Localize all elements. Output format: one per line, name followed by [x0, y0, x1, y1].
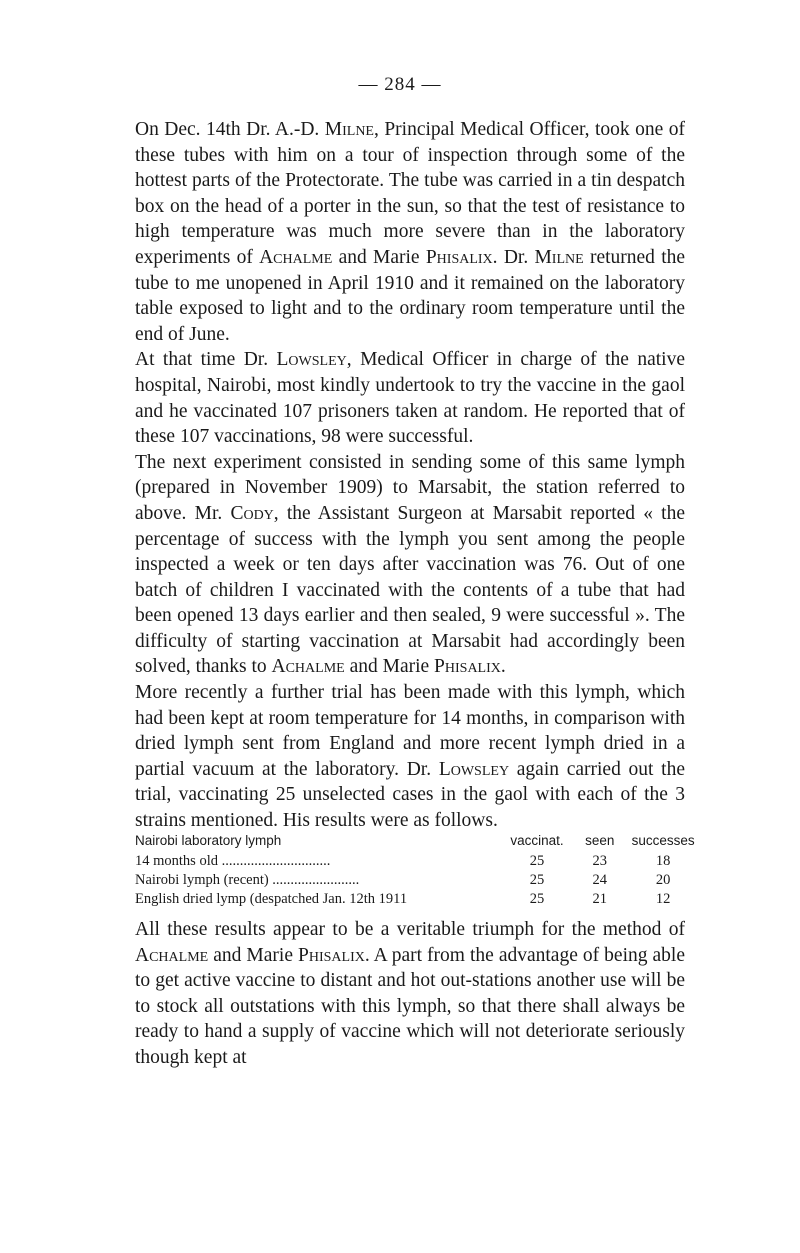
text-run: On Dec. 14th Dr. A.-D.	[135, 119, 325, 140]
row-label: Nairobi lymph (recent) ........................	[135, 872, 360, 888]
text-run: and Marie	[332, 246, 426, 268]
author-name: Achalme	[271, 656, 345, 678]
paragraph-3	[135, 450, 685, 680]
text-run: All these results appear to be a veritable triumph for the method of	[135, 919, 685, 940]
paragraph-4	[135, 680, 685, 834]
row-label: English dried lymp (despatched Jan. 12th 1911	[135, 891, 408, 907]
row-successes: 18	[655, 853, 671, 869]
table-row	[135, 852, 695, 871]
author-name: Milne	[534, 246, 584, 268]
text-run: , the Assistant Surgeon at Marsabit reported « the percentage of success with the lymph you sent among the people inspected a week or ten days after vaccination was 76. Out of one batch of children I vaccinated with the contents of a tube that had been opened 13 days earlier and then sealed, 9 were successful ». The difficulty of starting vaccination at Marsabit had accordingly been solved, thanks to	[135, 502, 685, 678]
row-seen: 24	[592, 872, 608, 888]
author-name: Lowsley	[438, 758, 510, 780]
row-vaccinated: 25	[529, 853, 545, 869]
author-name: Milne	[324, 119, 374, 140]
table-header-row	[135, 833, 695, 852]
results-table	[135, 833, 695, 909]
table-row	[135, 890, 695, 909]
column-header-seen: seen	[585, 833, 615, 848]
table-row	[135, 871, 695, 890]
text-run: .	[500, 656, 506, 678]
text-run: . A part from the advantage of being able to get active vaccine to distant and hot out-stations another use will be to stock all outstations with this lymph, so that there shall always be ready to hand a supply of vaccine which will not deteriorate seriously though kept at	[135, 944, 685, 1068]
author-name: Achalme	[259, 246, 333, 268]
text-run: and Marie	[344, 656, 435, 678]
paragraph-2	[135, 347, 685, 449]
page-number: — 284 —	[358, 74, 442, 95]
text-run: , Principal Medical Officer, took one of these tubes with him on a tour of inspection through some of the hottest parts of the Protectorate. The tube was carried in a tin despatch box on the head of a porter in the sun, so that the test of resistance to high temperature was much more severe than in the laboratory experiments of	[135, 119, 685, 268]
text-run: again carried out the trial, vaccinating 25 unselected cases in the gaol with each of the 3 strains mentioned. His results were as follows.	[135, 758, 685, 832]
row-seen: 23	[592, 853, 608, 869]
paragraph-1	[135, 117, 685, 347]
author-name: Cody	[230, 502, 274, 524]
paragraph-5	[135, 917, 685, 1071]
row-seen: 21	[592, 891, 608, 907]
text-run: More recently a further trial has been made with this lymph, which had been kept at room temperature for 14 months, in comparison with dried lymph sent from England and more recent lymph dried in a partial vacuum at the laboratory. Dr.	[135, 682, 685, 780]
closing-text	[135, 917, 685, 1071]
text-run: At that time Dr.	[135, 349, 277, 371]
row-successes: 12	[655, 891, 671, 907]
column-header-lymph: Nairobi laboratory lymph	[135, 833, 282, 848]
author-name: Phisalix	[425, 246, 493, 268]
author-name: Phisalix	[298, 944, 365, 966]
row-successes: 20	[655, 872, 671, 888]
row-vaccinated: 25	[529, 891, 545, 907]
author-name: Phisalix	[434, 656, 501, 678]
author-name: Achalme	[135, 944, 209, 966]
text-run: . Dr.	[492, 246, 535, 268]
column-header-vaccinated: vaccinat.	[510, 833, 564, 848]
text-run: , Medical Officer in charge of the native hospital, Nairobi, most kindly undertook to try the vaccine in the gaol and he vaccinated 107 prisoners taken at random. He reported that of these 107 vaccinations, 98 were successful.	[135, 349, 685, 448]
text-run: returned the tube to me unopened in April 1910 and it remained on the laboratory table exposed to light and to the ordinary room temperature until the end of June.	[135, 246, 686, 345]
author-name: Lowsley	[276, 349, 347, 371]
column-header-successes: successes	[631, 833, 695, 848]
row-label: 14 months old ..............................	[135, 853, 331, 869]
body-text	[135, 117, 685, 834]
row-vaccinated: 25	[529, 872, 545, 888]
text-run: The next experiment consisted in sending some of this same lymph (prepared in November 1909) to Marsabit, the station referred to above. Mr.	[135, 451, 685, 524]
text-run: and Marie	[208, 944, 298, 966]
